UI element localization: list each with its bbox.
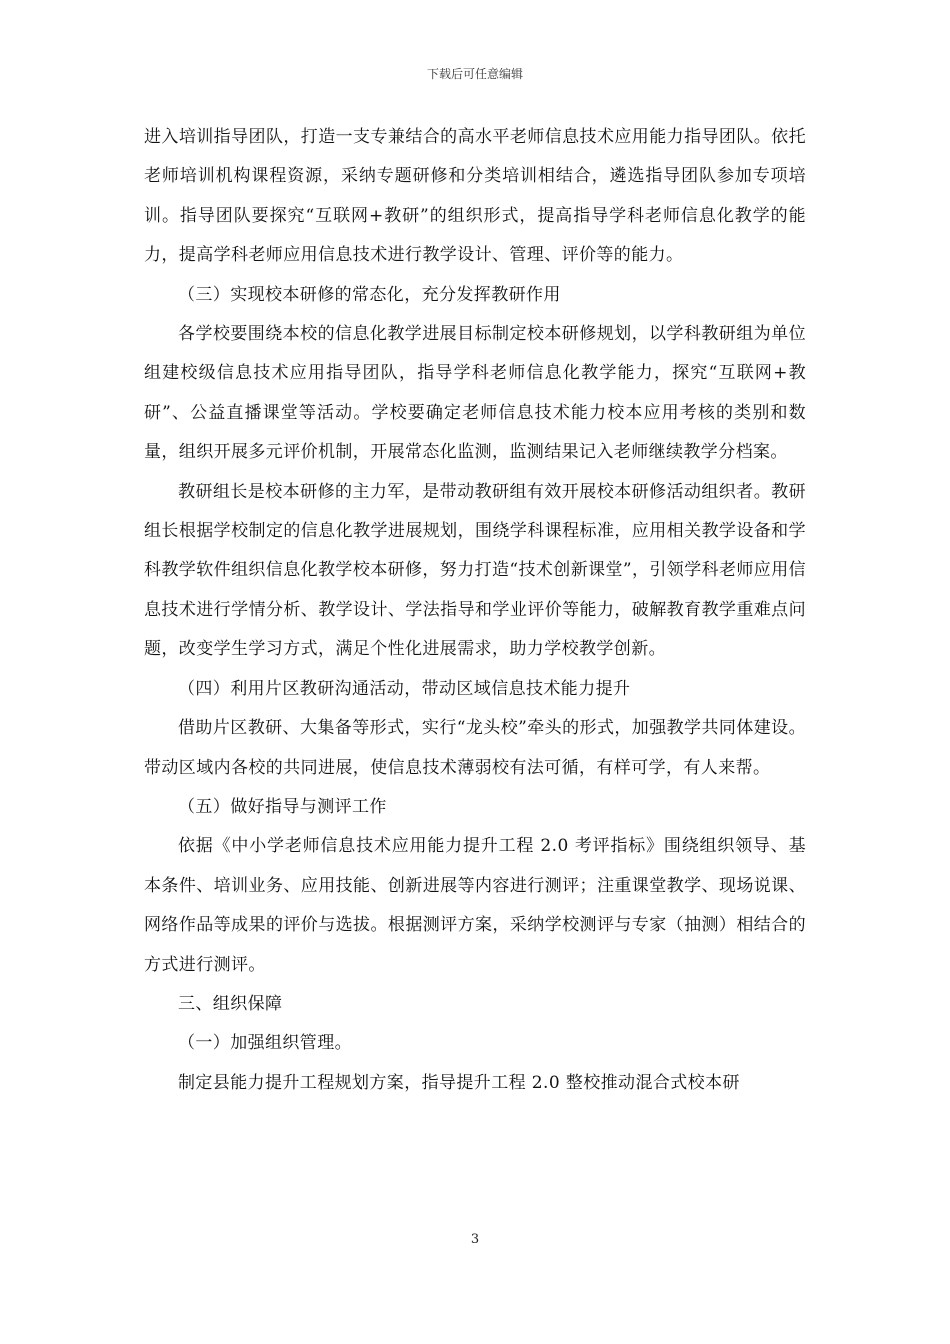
paragraph-group-leader: 教研组长是校本研修的主力军，是带动教研组有效开展校本研修活动组织者。教研组长根据学校制定的信息化教学进展规划，围绕学科课程标准，应用相关教学设备和学科教学软件组织信息化教学校本研修，努力打造“技术创新课堂”，引领学科老师应用信息技术进行学情分析、教学设计、学法指导和学业评价等能力，破解教育教学重难点问题，改变学生学习方式，满足个性化进展需求，助力学校教学创新。 xyxy=(144,481,806,660)
paragraph-team-training: 进入培训指导团队，打造一支专兼结合的高水平老师信息技术应用能力指导团队。依托老师培训机构课程资源，采纳专题研修和分类培训相结合，遴选指导团队参加专项培训。指导团队要探究“互联网+教研”的组织形式，提高指导学科老师信息化教学的能力，提高学科老师应用信息技术进行教学设计、管理、评价等的能力。 xyxy=(144,127,806,266)
paragraph-evaluation: 依据《中小学老师信息技术应用能力提升工程 2.0 考评指标》围绕组织领导、基本条件、培训业务、应用技能、创新进展等内容进行测评；注重课堂教学、现场说课、网络作品等成果的评价与选拔。根据测评方案，采纳学校测评与专家（抽测）相结合的方式进行测评。 xyxy=(144,836,806,975)
paragraph-county-plan: 制定县能力提升工程规划方案，指导提升工程 2.0 整校推动混合式校本研 xyxy=(178,1072,740,1093)
section-heading-organization: 三、组织保障 xyxy=(178,993,283,1014)
paragraph-district-research: 借助片区教研、大集备等形式，实行“龙头校”牵头的形式，加强教学共同体建设。带动区域内各校的共同进展，使信息技术薄弱校有法可循，有样可学，有人来帮。 xyxy=(144,718,806,778)
section-heading-4: （四）利用片区教研沟通活动，带动区域信息技术能力提升 xyxy=(178,678,631,699)
page-number: 3 xyxy=(470,1232,480,1247)
paragraph-school-research-plan: 各学校要围绕本校的信息化教学进展目标制定校本研修规划，以学科教研组为单位组建校级信息技术应用指导团队，指导学科老师信息化教学能力，探究“互联网+教研”、公益直播课堂等活动。学校要确定老师信息技术能力校本应用考核的类别和数量，组织开展多元评价机制，开展常态化监测，监测结果记入老师继续教学分档案。 xyxy=(144,324,806,463)
page-header: 下载后可任意编辑 xyxy=(426,67,523,81)
subsection-heading-1: （一）加强组织管理。 xyxy=(178,1033,352,1054)
section-heading-5: （五）做好指导与测评工作 xyxy=(178,796,387,817)
document-body xyxy=(144,118,806,1103)
section-heading-3: （三）实现校本研修的常态化，充分发挥教研作用 xyxy=(178,284,561,305)
